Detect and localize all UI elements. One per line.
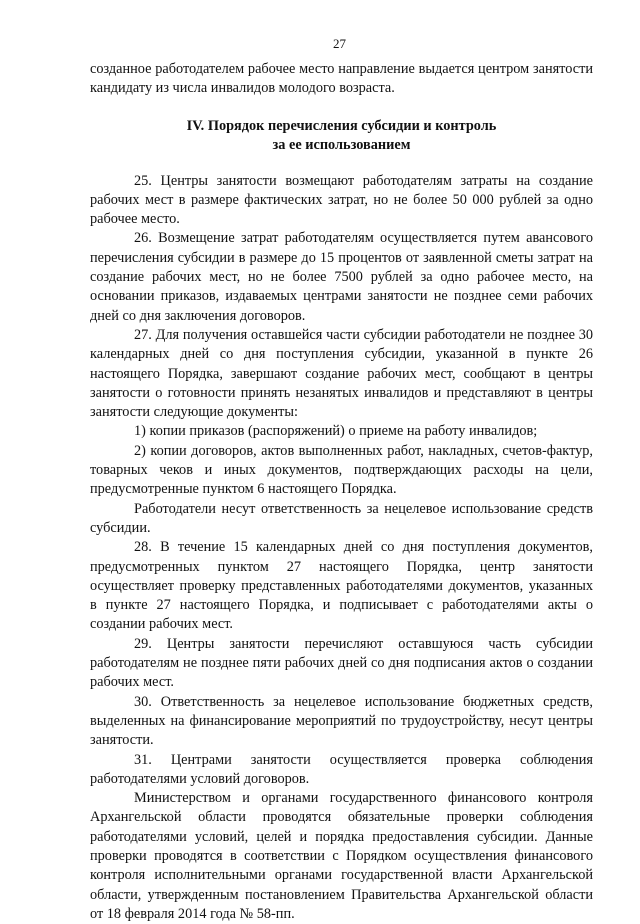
paragraph-27: 27. Для получения оставшейся части субсидии работодатели не позднее 30 календарных дней со дня поступления субсидии, указанной в пункте 26 настоящего Порядка, завершают создание рабочих мест, сообщают в центры занятости о готовности принять незанятых инвалидов и представляют в центры занятости следующие документы: [90,326,593,421]
section-heading [90,117,593,155]
paragraph-28: 28. В течение 15 календарных дней со дня поступления документов, предусмотренных пунктом 27 настоящего Порядка, центр занятости осуществляет проверку представленных работодателями документов, указанных в пункте 27 настоящего Порядка, и подписывает с работодателями акты о создании рабочих мест. [90,539,593,633]
continuation-paragraph: созданное работодателем рабочее место направление выдается центром занятости кандидату из числа инвалидов молодого возраста. [90,61,593,97]
paragraph-30: 30. Ответственность за нецелевое использование бюджетных средств, выделенных на финансирование мероприятий по трудоустройству, несут центры занятости. [90,693,593,749]
list-item-2: 2) копии договоров, актов выполненных работ, накладных, счетов-фактур, товарных чеков и иных документов, подтверждающих расходы на цели, предусмотренные пунктом 6 настоящего Порядка. [90,442,593,498]
paragraph-29: 29. Центры занятости перечисляют оставшуюся часть субсидии работодателям не позднее пяти рабочих дней со дня подписания актов о создании рабочих мест. [90,635,593,691]
section-heading-line-2: за ее использованием [272,136,411,153]
page-number: 27 [333,36,346,51]
section-heading-line-1: IV. Порядок перечисления субсидии и контроль [186,117,497,134]
paragraph-25: 25. Центры занятости возмещают работодателям затраты на создание рабочих мест в размере фактических затрат, но не более 50 000 рублей за одно рабочее место. [90,172,593,228]
list-item-1: 1) копии приказов (распоряжений) о приеме на работу инвалидов; [134,423,538,440]
paragraph-26: 26. Возмещение затрат работодателям осуществляется путем авансового перечисления субсидии в размере до 15 процентов от заявленной сметы затрат на создание рабочих мест, но не более 7500 рублей за одно рабочее место, на основании приказов, издаваемых центрами занятости не позднее семи рабочих дней со дня заключения договоров. [90,230,593,324]
responsibility-paragraph: Работодатели несут ответственность за нецелевое использование средств субсидии. [90,500,593,536]
paragraph-31: 31. Центрами занятости осуществляется проверка соблюдения работодателями условий договоров. [90,751,593,787]
control-paragraph: Министерством и органами государственного финансового контроля Архангельской области проводятся обязательные проверки соблюдения работодателями условий, целей и порядка предоставления субсидии. Данные проверки проводятся в соответствии с Порядком осуществления финансового контроля исполнительными органами государственной власти Архангельской области, утвержденным постановлением Правительства Архангельской области от 18 февраля 2014 года № 58-пп. [90,790,593,922]
